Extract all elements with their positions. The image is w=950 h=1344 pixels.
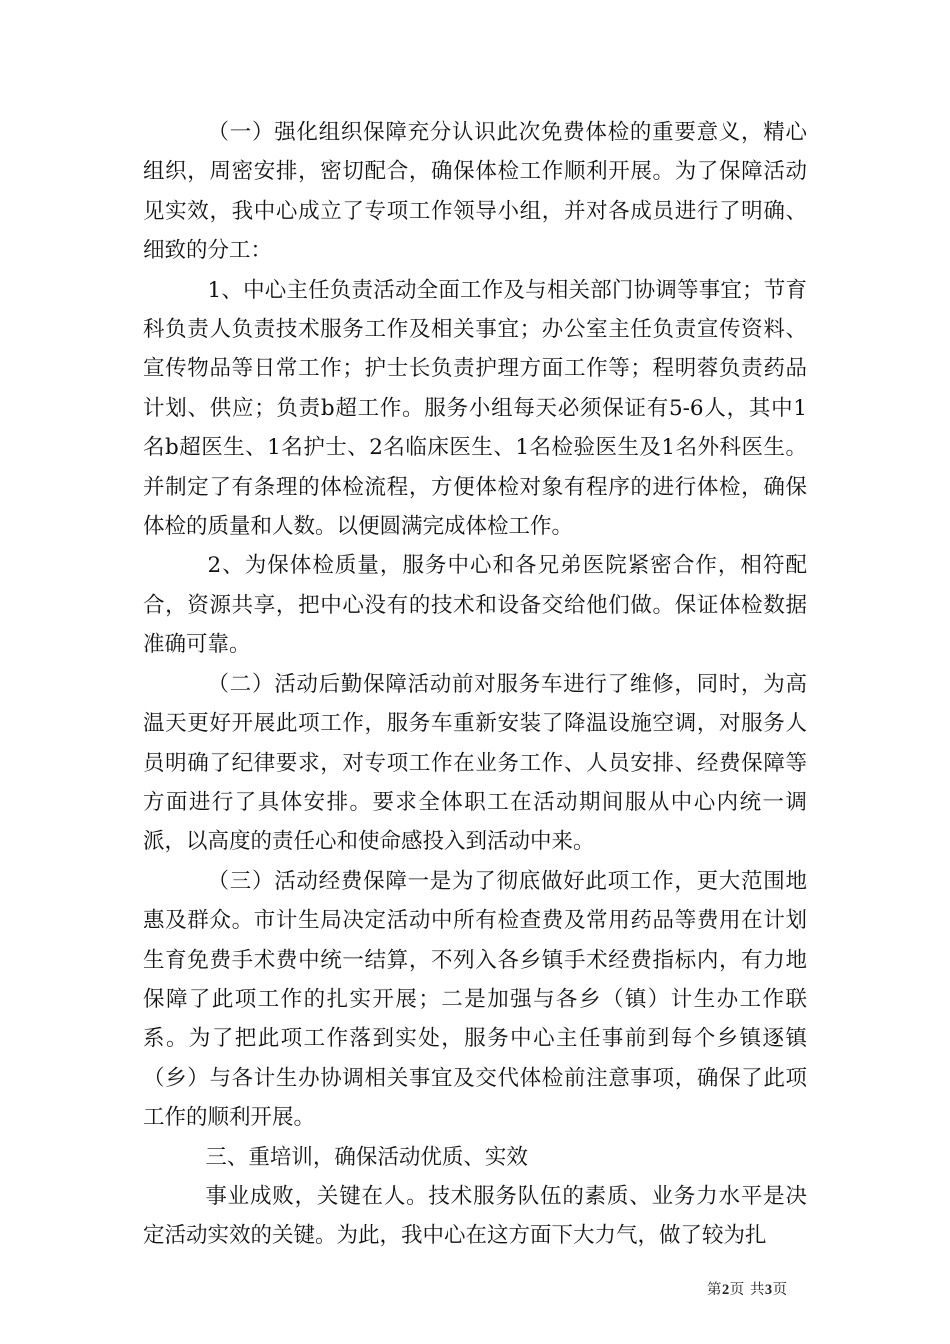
total-pages-number: 3 xyxy=(764,1282,773,1298)
section-heading-training: 三、重培训，确保活动优质、实效 xyxy=(205,1144,528,1170)
paragraph-staff-duties: 1、中心主任负责活动全面工作及与相关部门协调等事宜；节育科负责人负责技术服务工作及相关事宜；办公室主任负责宣传资料、宣传物品等日常工作；护士长负责护理方面工作等；程明蓉负责药品计划、供应；负责b超工作。服务小组每天必须保证有5-6人，其中1名b超医生、1名护士、2名临床医生、1名检验医生及1名外科医生。并制定了有条理的体检流程，方便体检对象有程序的进行体检，确保体检的质量和人数。以便圆满完成体检工作。 xyxy=(143,277,807,540)
footer-prefix: 第 xyxy=(707,1282,722,1298)
current-page-number: 2 xyxy=(722,1282,730,1298)
paragraph-quality-cooperation: 2、为保体检质量，服务中心和各兄弟医院紧密合作，相符配合，资源共享，把中心没有的技术和设备交给他们做。保证体检数据准确可靠。 xyxy=(143,553,807,658)
footer-middle: 页 共 xyxy=(729,1282,765,1298)
footer-suffix: 页 xyxy=(772,1282,788,1298)
document-body xyxy=(143,113,807,1256)
paragraph-funding-guarantee: （三）活动经费保障一是为了彻底做好此项工作，更大范围地惠及群众。市计生局决定活动中所有检查费及常用药品等费用在计划生育免费手术费中统一结算，不列入各乡镇手术经费指标内，有力地保障了此项工作的扎实开展；二是加强与各乡（镇）计生办工作联系。为了把此项工作落到实处，服务中心主任事前到每个乡镇逐镇（乡）与各计生办协调相关事宜及交代体检前注意事项，确保了此项工作的顺利开展。 xyxy=(143,868,807,1131)
page-number-footer xyxy=(707,1278,788,1299)
paragraph-organization-guarantee: （一）强化组织保障充分认识此次免费体检的重要意义，精心组织，周密安排，密切配合，确保体检工作顺利开展。为了保障活动见实效，我中心成立了专项工作领导小组，并对各成员进行了明确、细致的分工： xyxy=(143,120,807,264)
paragraph-logistics-guarantee: （二）活动后勤保障活动前对服务车进行了维修，同时，为高温天更好开展此项工作，服务车重新安装了降温设施空调，对服务人员明确了纪律要求，对专项工作在业务工作、人员安排、经费保障等方面进行了具体安排。要求全体职工在活动期间服从中心内统一调派，以高度的责任心和使命感投入到活动中来。 xyxy=(143,671,807,855)
paragraph-training-intro: 事业成败，关键在人。技术服务队伍的素质、业务力水平是决定活动实效的关键。为此，我中心在这方面下大力气，做了较为扎 xyxy=(143,1183,807,1249)
